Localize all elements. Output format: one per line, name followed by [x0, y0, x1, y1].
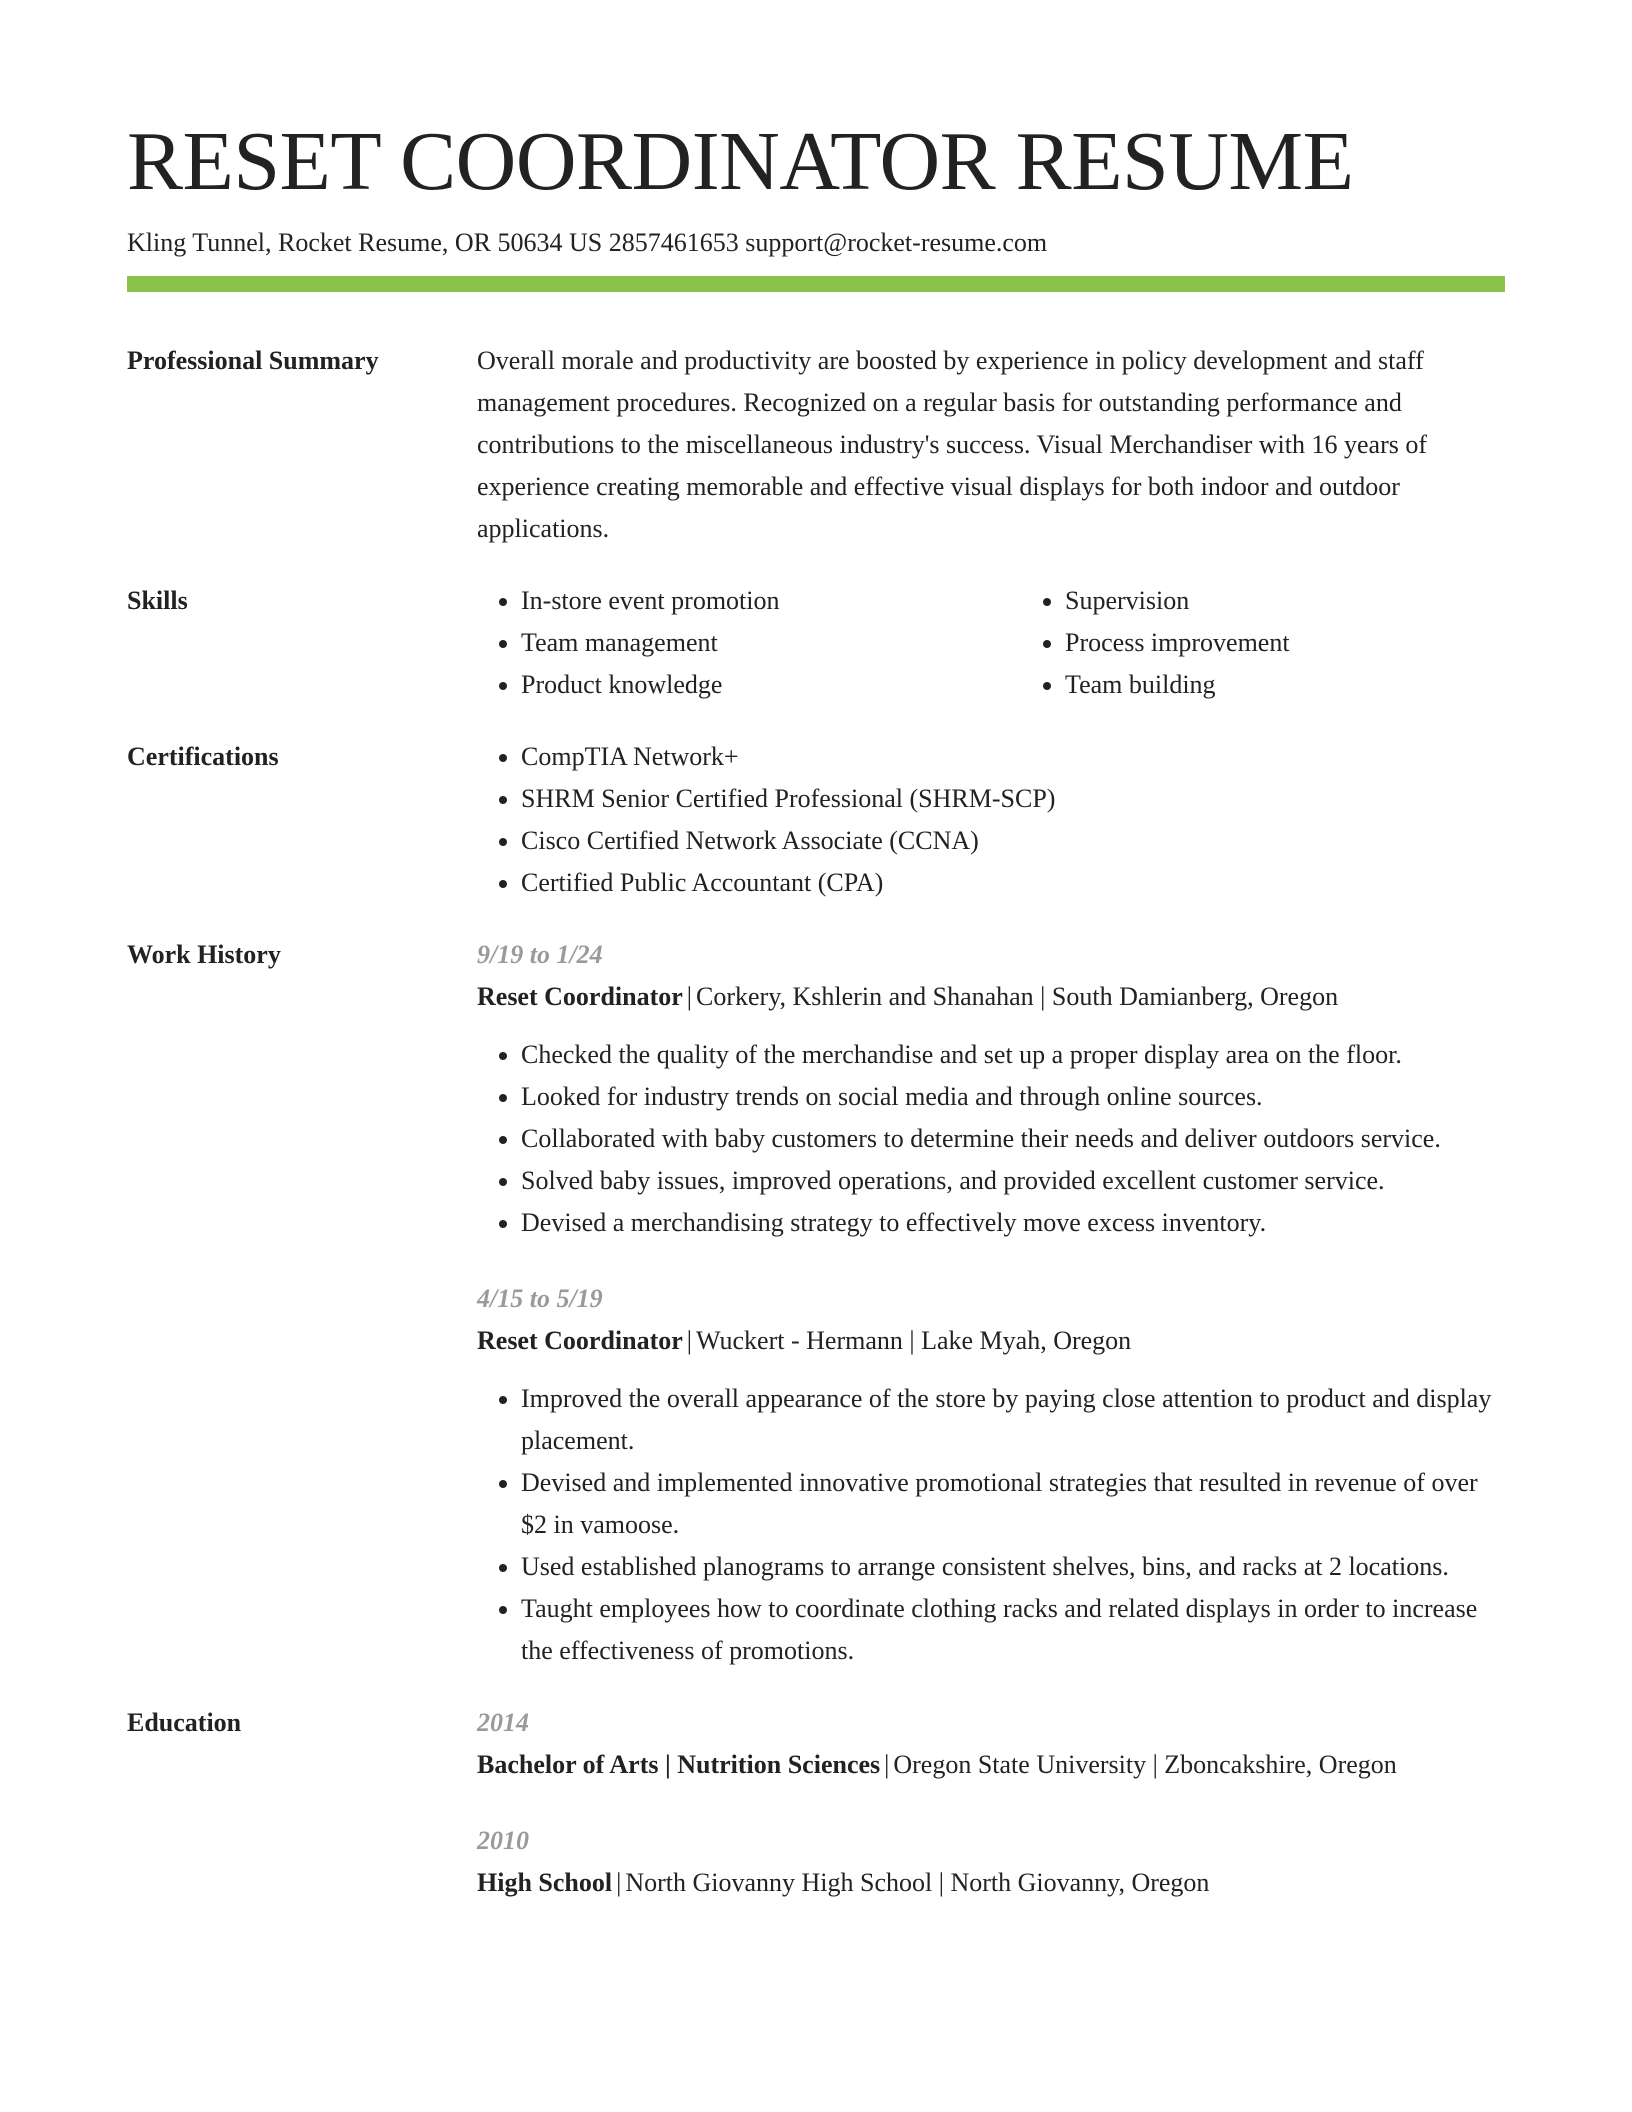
certification-item: • Certified Public Accountant (CPA) — [521, 862, 1505, 904]
skills-list-left — [477, 580, 1021, 706]
education-degree: High School — [477, 1867, 613, 1897]
job-entry — [477, 1278, 1505, 1672]
job-heading: Reset Coordinator | Wuckert - Hermann | Lake Myah, Oregon — [477, 1325, 1132, 1355]
education-entry — [477, 1820, 1505, 1904]
skill-item: • Team management — [521, 622, 1021, 664]
education-details: Oregon State University | Zboncakshire, Oregon — [893, 1749, 1397, 1779]
job-bullet: • Improved the overall appearance of the store by paying close attention to product and display placement. — [521, 1378, 1505, 1462]
education-entry — [477, 1702, 1505, 1786]
skill-item: • Supervision — [1065, 580, 1565, 622]
job-dates: 9/19 to 1/24 — [477, 939, 603, 969]
education-degree: Bachelor of Arts | Nutrition Sciences — [477, 1749, 881, 1779]
job-details: Corkery, Kshlerin and Shanahan | South Damianberg, Oregon — [696, 981, 1339, 1011]
section-label-certifications: Certifications — [127, 741, 279, 771]
job-title: Reset Coordinator — [477, 981, 683, 1011]
contact-line: Kling Tunnel, Rocket Resume, OR 50634 US 2857461653 support@rocket-resume.com — [127, 228, 1048, 257]
job-bullets — [477, 1378, 1505, 1672]
job-bullets — [477, 1034, 1505, 1244]
skill-item: • Process improvement — [1065, 622, 1565, 664]
skill-item: • Product knowledge — [521, 664, 1021, 706]
skill-item: • In-store event promotion — [521, 580, 1021, 622]
resume-title: RESET COORDINATOR RESUME — [127, 115, 1354, 208]
job-entry — [477, 934, 1505, 1244]
certification-item: • Cisco Certified Network Associate (CCNA) — [521, 820, 1505, 862]
job-bullet: • Devised and implemented innovative promotional strategies that resulted in revenue of over $2 in vamoose. — [521, 1462, 1505, 1546]
certifications-list — [477, 736, 1505, 904]
job-bullet: • Looked for industry trends on social media and through online sources. — [521, 1076, 1505, 1118]
section-label-education: Education — [127, 1707, 242, 1737]
skill-item: • Team building — [1065, 664, 1565, 706]
job-bullet: • Taught employees how to coordinate clothing racks and related displays in order to increase the effectiveness of promotions. — [521, 1588, 1505, 1672]
section-label-summary: Professional Summary — [127, 345, 379, 375]
header-divider — [127, 276, 1505, 292]
certification-item: • SHRM Senior Certified Professional (SHRM-SCP) — [521, 778, 1505, 820]
education-year: 2014 — [477, 1707, 529, 1737]
summary-section — [127, 340, 1505, 550]
certification-item: • CompTIA Network+ — [521, 736, 1505, 778]
section-label-work-history: Work History — [127, 939, 281, 969]
job-bullet: • Solved baby issues, improved operations, and provided excellent customer service. — [521, 1160, 1505, 1202]
education-heading: Bachelor of Arts | Nutrition Sciences | Oregon State University | Zboncakshire, Oregon — [477, 1749, 1397, 1779]
job-title: Reset Coordinator — [477, 1325, 683, 1355]
certifications-section — [127, 736, 1505, 904]
job-bullet: • Collaborated with baby customers to determine their needs and deliver outdoors service. — [521, 1118, 1505, 1160]
work-history-section — [127, 934, 1505, 1672]
summary-text: Overall morale and productivity are boosted by experience in policy development and staff management procedures. Recognized on a regular basis for outstanding performance and contributions to the miscellaneous industry's success. Visual Merchandiser with 16 years of experience creating memorable and effective visual displays for both indoor and outdoor applications. — [477, 345, 1428, 543]
job-details: Wuckert - Hermann | Lake Myah, Oregon — [696, 1325, 1132, 1355]
job-bullet: • Used established planograms to arrange consistent shelves, bins, and racks at 2 locations. — [521, 1546, 1505, 1588]
skills-section — [127, 580, 1505, 706]
education-section — [127, 1702, 1505, 1904]
education-heading: High School | North Giovanny High School | North Giovanny, Oregon — [477, 1867, 1210, 1897]
job-heading: Reset Coordinator | Corkery, Kshlerin and Shanahan | South Damianberg, Oregon — [477, 981, 1339, 1011]
section-label-skills: Skills — [127, 585, 188, 615]
job-bullet: • Checked the quality of the merchandise and set up a proper display area on the floor. — [521, 1034, 1505, 1076]
skills-list-right — [1021, 580, 1565, 706]
education-year: 2010 — [477, 1825, 529, 1855]
job-dates: 4/15 to 5/19 — [477, 1283, 603, 1313]
education-details: North Giovanny High School | North Giovanny, Oregon — [625, 1867, 1210, 1897]
job-bullet: • Devised a merchandising strategy to effectively move excess inventory. — [521, 1202, 1505, 1244]
